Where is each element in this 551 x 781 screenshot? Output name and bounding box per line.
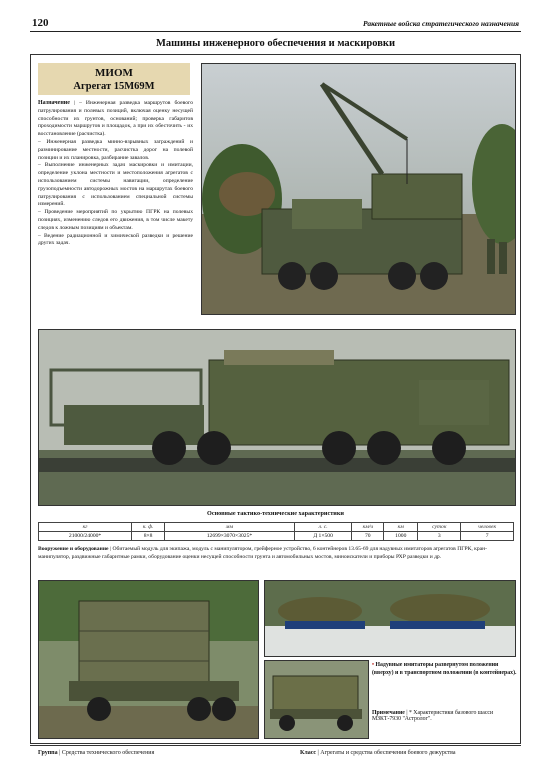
footer-class-value: Агрегаты и средства обеспечения боевого дежурства	[320, 750, 456, 756]
purpose-text: Назначение | – Инженерная разведка маршрутов боевого патрулирования и полевых позиций, включая оценку несущей способности их грунтов, оснований; проверка габаритов проходимости маршрутов и площадок, а при их обесточить - их восстановление (расчистка). – Инженерная разведка минно-взрывных заграждений и разминирование местности, расчистка дорог на полевой позиции и их планировка, разбирание завалов. – Выполнение инженерных задач маскировки и имитации, определение уклона местности и местоположения агрегатов с использованием системы навигации, определение грузоподъемности автодорожных мостов на маршрутах боевого патрулирования с использованием специальной системы измерений. – Проведение мероприятий по укрытию ПГРК на полевых позициях, изменению следов его движения, в том числе макету следов к ложным позициям и объектам. – Ведение радиационной и химической разведки и решение других задач.	[38, 100, 193, 247]
purpose-item: Проведение мероприятий по укрытию ПГРК на полевых позициях, изменению следов его движения, в том числе макету следов к ложным позициям и объектам.	[38, 209, 193, 231]
spec-value-cell: 8×8	[132, 532, 165, 541]
spec-value-cell: 1000	[384, 532, 418, 541]
footer-group-value: Средства технического обеспечения	[61, 750, 155, 756]
spec-value-cell: 12699×3070×3025*	[165, 532, 295, 541]
machine-designation: Агрегат 15М69М	[73, 81, 155, 92]
footer-rule	[30, 745, 521, 746]
machine-name: МИОМ	[95, 67, 133, 79]
page-number: 120	[32, 17, 49, 29]
photo-caption: • Надувные имитаторы развернутом положении (вверху) и в транспортном положении (в контейнерах).	[372, 662, 517, 676]
note-text: * Характеристики базового шасси МЗКТ-7930 "Астролог".	[372, 710, 494, 722]
equipment-text: Вооружение и оборудование | Обитаемый модуль для экипажа, модуль с манипулятором, грейферное устройство, 6 контейнеров 13.65-69 для надувных имитаторов агрегатов ПГРК, кран-манипулятор, раздвижные габаритные рамки, оборудование оценки несущей способности грунта и автомобильных мостов, миноискатели и приборы РХР разведки и др.	[38, 546, 487, 560]
spec-header-cell: мм	[165, 523, 295, 532]
spec-header-cell: к. ф.	[132, 523, 165, 532]
inflatable-decoys-photo	[264, 580, 516, 657]
vehicle-photo-side	[38, 329, 516, 506]
section-title: Машины инженерного обеспечения и маскировки	[155, 38, 396, 49]
spec-header-cell: км	[384, 523, 418, 532]
caption-text: Надувные имитаторы развернутом положении (вверху) и в транспортном положении (в контейнерах).	[372, 662, 517, 676]
purpose-label: Назначение	[38, 100, 70, 106]
equipment-label: Вооружение и оборудование	[38, 546, 109, 552]
spec-value-cell: 21000/24000*	[39, 532, 132, 541]
running-title: Ракетные войска стратегического назначения	[363, 19, 519, 28]
spec-value-cell: 7	[461, 532, 514, 541]
purpose-item: Выполнение инженерных задач маскировки и имитации, определение уклона местности и местоположения агрегатов с использованием системы навигации, определение грузоподъемности автодорожных мостов на маршрутах боевого патрулирования с использованием специальной системы измерений.	[38, 162, 193, 208]
spec-value-cell: 70	[352, 532, 384, 541]
spec-value-cell: Д 1×500	[294, 532, 351, 541]
footer-group-label: Группа	[38, 750, 58, 756]
containers-photo	[264, 660, 369, 739]
purpose-item: Инженерная разведка минно-взрывных заграждений и разминирование местности, расчистка дорог на полевой позиции и их планировка, разбирание завалов.	[38, 138, 193, 161]
equipment-body: Обитаемый модуль для экипажа, модуль с манипулятором, грейферное устройство, 6 контейнеров 13.65-69 для надувных имитаторов агрегатов ПГРК, кран-манипулятор, раздвижные габаритные рамки, оборудование оценки несущей способности грунта и автомобильных мостов, миноискатели и приборы РХР разведки и др.	[38, 546, 487, 560]
spec-header-cell: человек	[461, 523, 514, 532]
footer-group: Группа | Средства технического обеспечения	[38, 750, 155, 756]
spec-header-cell: кг	[39, 523, 132, 532]
vehicle-photo-containers	[38, 580, 259, 739]
spec-table	[38, 522, 514, 541]
purpose-item: Ведение радиационной и химической разведки и решение других задач.	[38, 232, 193, 247]
spec-title: Основные тактико-технические характеристики	[207, 510, 344, 517]
spec-value-cell: 3	[418, 532, 461, 541]
machine-title-box	[38, 63, 190, 95]
purpose-intro: Инженерная разведка маршрутов боевого патрулирования и полевых позиций, включая оценку несущей способности их грунтов, оснований; проверка габаритов проходимости маршрутов и площадок, а при их обесточить - их восстановление (расчистка).	[38, 100, 193, 138]
spec-header-cell: км/ч	[352, 523, 384, 532]
spec-header-cell: л. с.	[294, 523, 351, 532]
footer-class-label: Класс	[300, 750, 317, 756]
vehicle-photo-main	[201, 63, 516, 315]
note-block: Примечание | * Характеристики базового шасси МЗКТ-7930 "Астролог".	[372, 710, 494, 722]
footer-class: Класс | Агрегаты и средства обеспечения боевого дежурства	[300, 750, 456, 756]
spec-header-row	[39, 523, 514, 532]
note-label: Примечание	[372, 710, 405, 716]
header-rule	[30, 31, 521, 32]
spec-value-row	[39, 532, 514, 541]
spec-header-cell: суток	[418, 523, 461, 532]
